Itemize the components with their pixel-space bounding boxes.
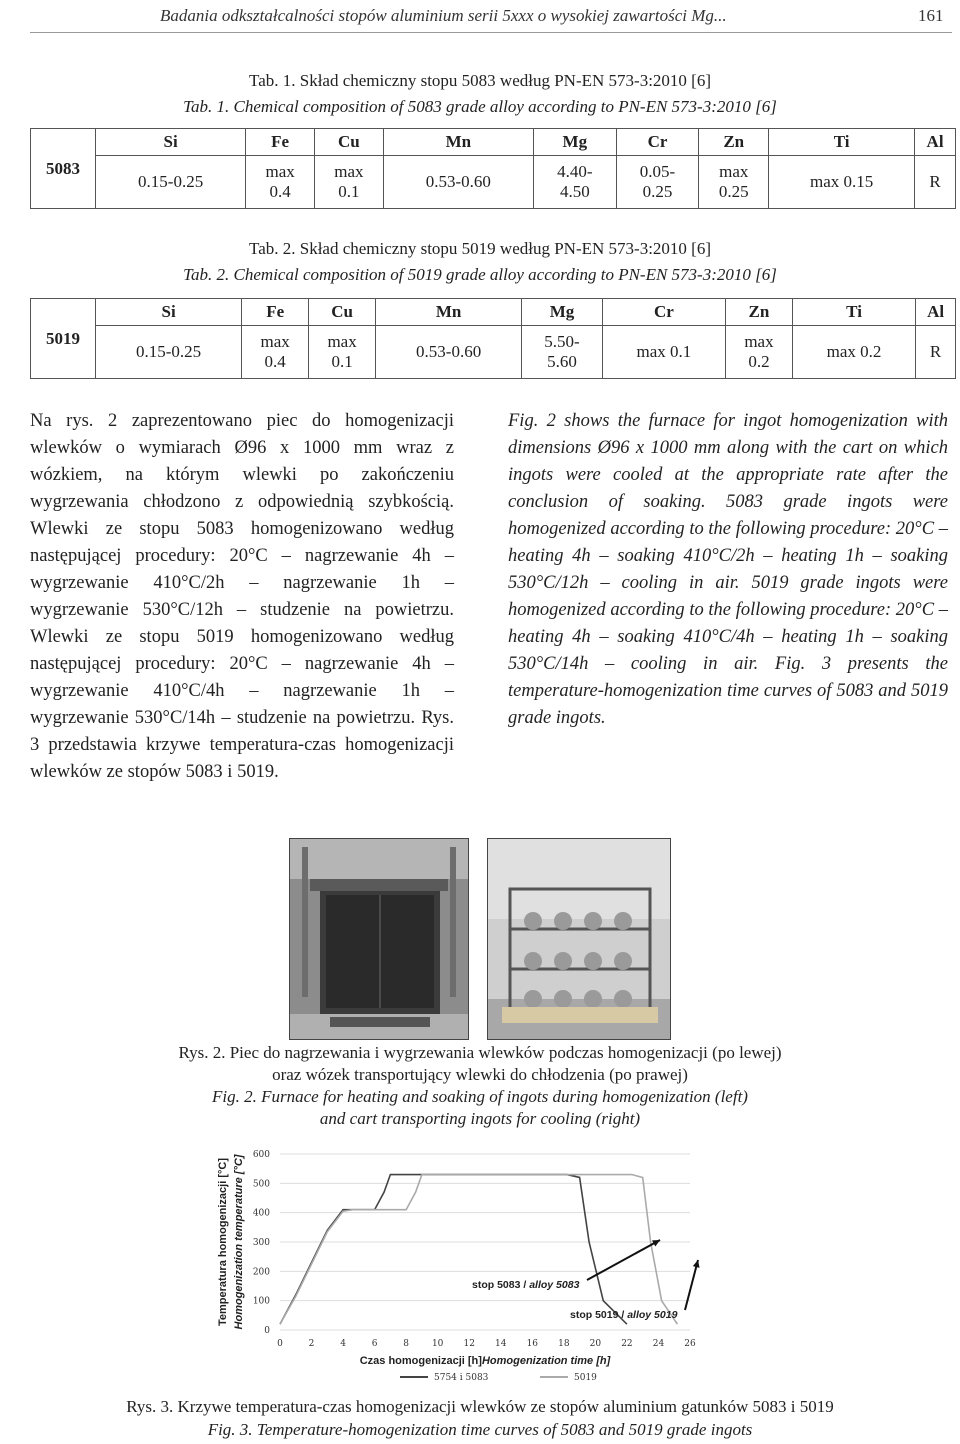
table2-value-line: max 0.2 xyxy=(826,342,882,361)
annotation-label xyxy=(570,1309,678,1321)
table2-value-line: max xyxy=(327,332,357,351)
annotation-label-pl: stop 5019 / xyxy=(570,1309,628,1321)
table2-value-line: 0.53-0.60 xyxy=(416,342,482,361)
table2-value-cell xyxy=(602,326,725,379)
table1-value-cell xyxy=(96,156,246,209)
table1-value-cell xyxy=(769,156,915,209)
x-tick-label: 6 xyxy=(371,1339,378,1349)
x-tick-label: 24 xyxy=(652,1339,665,1349)
table2-caption-en: Tab. 2. Chemical composition of 5019 grade alloy according to PN-EN 573-3:2010 [6] xyxy=(183,265,777,284)
table2-alloy-cell: 5019 xyxy=(31,299,96,379)
annotation-arrow xyxy=(685,1260,698,1310)
table1-caption-en: Tab. 1. Chemical composition of 5083 grade alloy according to PN-EN 573-3:2010 [6] xyxy=(183,97,777,116)
furnace-photo xyxy=(289,838,469,1040)
table1-value-line: 0.25 xyxy=(718,182,749,201)
header-divider xyxy=(30,32,952,33)
table2-caption-pl: Tab. 2. Skład chemiczny stopu 5019 według PN-EN 573-3:2010 [6] xyxy=(249,239,711,258)
x-tick-label: 14 xyxy=(495,1339,507,1349)
table2-value-line: 0.4 xyxy=(264,352,286,371)
y-tick-label: 600 xyxy=(252,1150,270,1160)
x-tick-label: 2 xyxy=(308,1339,315,1349)
table1-value-line: 0.15-0.25 xyxy=(138,172,204,191)
table2-value-line: max 0.1 xyxy=(636,342,692,361)
x-tick-label: 16 xyxy=(526,1339,539,1349)
table1-caption-pl: Tab. 1. Skład chemiczny stopu 5083 według PN-EN 573-3:2010 [6] xyxy=(249,71,711,90)
cart-photo xyxy=(487,838,671,1040)
table2-value-line: 0.1 xyxy=(331,352,353,371)
table2-value-cell xyxy=(522,326,602,379)
figure3-caption-en: Fig. 3. Temperature-homogenization time curves of 5083 and 5019 grade ingots xyxy=(207,1420,753,1439)
table2-value-line: 0.2 xyxy=(748,352,770,371)
table1-value-line: 4.50 xyxy=(559,182,590,201)
table2-header-cell: Zn xyxy=(726,299,793,326)
series-line-5019 xyxy=(280,1175,677,1325)
y-tick-label: 100 xyxy=(252,1296,270,1307)
table1-value-line: 0.4 xyxy=(269,182,291,201)
x-axis-label-en: Homogenization time [h] xyxy=(481,1355,611,1367)
x-tick-label: 22 xyxy=(621,1339,633,1349)
table1-value-line: R xyxy=(929,172,941,191)
y-axis-label-pl: Temperatura homogenizacji [°C] xyxy=(217,1158,229,1326)
x-axis-label xyxy=(360,1355,611,1367)
annotation-label xyxy=(472,1279,580,1291)
legend-label: 5019 xyxy=(574,1373,597,1383)
table1-header-cell: Zn xyxy=(699,129,769,156)
table2-value-line: 5.60 xyxy=(547,352,577,371)
x-tick-label: 18 xyxy=(558,1339,570,1349)
table2-value-line: R xyxy=(929,342,942,361)
table1-value-cell xyxy=(383,156,533,209)
x-tick-label: 26 xyxy=(684,1339,696,1349)
table2-header-cell: Mg xyxy=(522,299,602,326)
x-tick-label: 0 xyxy=(277,1339,283,1349)
x-tick-label: 12 xyxy=(463,1339,475,1349)
table2-value-line: max xyxy=(260,332,290,351)
table1-value-line: max xyxy=(719,162,749,181)
table1-value-line: 0.05- xyxy=(639,162,676,181)
table2-header-cell: Cu xyxy=(309,299,376,326)
table1-value-line: 0.53-0.60 xyxy=(425,172,491,191)
table1-header-cell: Mn xyxy=(383,129,533,156)
table1-value-line: max xyxy=(334,162,364,181)
table2-value-cell xyxy=(309,326,376,379)
table1-value-line: 0.1 xyxy=(338,182,360,201)
y-tick-label: 500 xyxy=(252,1179,270,1190)
y-tick-label: 0 xyxy=(264,1326,270,1336)
table2-header-cell: Mn xyxy=(376,299,522,326)
table2-value-line: 5.50- xyxy=(544,332,580,351)
annotation-arrow xyxy=(587,1240,660,1280)
page-number: 161 xyxy=(918,6,944,25)
table2-header-cell: Si xyxy=(96,299,242,326)
table1-alloy-cell: 5083 xyxy=(31,129,96,209)
table1-chemical-composition xyxy=(30,128,956,209)
x-tick-label: 4 xyxy=(340,1339,346,1349)
annotation-label-en: alloy 5019 xyxy=(627,1309,678,1321)
table1-value-line: 4.40- xyxy=(557,162,593,181)
table2-value-cell xyxy=(726,326,793,379)
table1-value-cell xyxy=(314,156,383,209)
table1-value-cell xyxy=(699,156,769,209)
annotation-label-en: alloy 5083 xyxy=(529,1279,580,1291)
figure2-caption-pl-line2: oraz wózek transportujący wlewki do chłodzenia (po prawej) xyxy=(272,1065,688,1084)
figure3-caption-pl: Rys. 3. Krzywe temperatura-czas homogenizacji wlewków ze stopów aluminium gatunków 5083 i 5019 xyxy=(126,1397,834,1416)
figure2-caption-en-line1: Fig. 2. Furnace for heating and soaking of ingots during homogenization (left) xyxy=(212,1087,748,1106)
y-axis-label-en: Homogenization temperature [°C] xyxy=(233,1154,245,1330)
table1-value-line: max xyxy=(265,162,295,181)
y-tick-label: 200 xyxy=(252,1267,270,1278)
body-text-polish: Na rys. 2 zaprezentowano piec do homogenizacji wlewków o wymiarach Ø96 x 1000 mm wraz z wózkiem, na którym wlewki po zakończeniu wygrzewania chłodzono z odpowiednią szybkością. Wlewki ze stopu 5083 homogenizowano według następującej procedury: 20°C – nagrzewanie 4h – wygrzewanie 410°C/2h – nagrzewanie 1h – wygrzewanie 530°C/12h – studzenie na powietrzu. Wlewki ze stopu 5019 homogenizowano według następującej procedury: 20°C – nagrzewanie 4h – wygrzewanie 410°C/4h – nagrzewanie 1h – wygrzewanie 530°C/14h – studzenie na powietrzu. Rys. 3 przedstawia krzywe temperatura-czas homogenizacji wlewków ze stopów 5083 i 5019. xyxy=(30,411,454,782)
y-tick-label: 400 xyxy=(252,1208,270,1219)
table1-header-cell: Si xyxy=(96,129,246,156)
x-tick-label: 20 xyxy=(589,1339,602,1349)
y-tick-label: 300 xyxy=(252,1238,270,1248)
table2-value-row xyxy=(31,326,956,379)
x-tick-label: 8 xyxy=(403,1339,410,1349)
x-tick-label: 10 xyxy=(431,1339,444,1349)
legend-label: 5754 i 5083 xyxy=(434,1373,489,1383)
table2-header-cell: Ti xyxy=(792,299,915,326)
table2-value-cell xyxy=(792,326,915,379)
x-axis-label-pl: Czas homogenizacji [h] xyxy=(359,1355,482,1367)
table1-value-cell xyxy=(246,156,315,209)
table2-value-line: max xyxy=(744,332,774,351)
table1-value-cell xyxy=(915,156,956,209)
series-line-5754-i-5083 xyxy=(280,1175,627,1325)
table2-value-cell xyxy=(242,326,309,379)
table2-header-cell: Fe xyxy=(242,299,309,326)
table2-value-line: 0.15-0.25 xyxy=(136,342,202,361)
annotation-label-pl: stop 5083 / xyxy=(472,1279,530,1291)
table1-header-cell: Al xyxy=(915,129,956,156)
table1-header-cell: Fe xyxy=(246,129,315,156)
table1-value-line: max 0.15 xyxy=(809,172,874,191)
body-text-english: Fig. 2 shows the furnace for ingot homogenization with dimensions Ø96 x 1000 mm along with the cart on which ingots were cooled at the appropriate rate after the conclusion of soaking. 5083 grade ingots were homogenized according to the following procedure: 20°C – heating 4h – soaking 410°C/2h – heating 1h – soaking 530°C/12h – cooling in air. 5019 grade ingots were homogenized according to the following procedure: 20°C – heating 4h – soaking 410°C/4h – heating 1h – soaking 530°C/14h – cooling in air. Fig. 3 presents the temperature-homogenization time curves of 5083 and 5019 grade ingots. xyxy=(508,411,948,728)
table2-value-cell xyxy=(96,326,242,379)
figure2-caption-pl-line1: Rys. 2. Piec do nagrzewania i wygrzewania wlewków podczas homogenizacji (po lewej) xyxy=(178,1043,782,1062)
table1-header-cell: Mg xyxy=(533,129,616,156)
table1-value-row xyxy=(31,156,956,209)
running-header-title: Badania odkształcalności stopów aluminium serii 5xxx o wysokiej zawartości Mg... xyxy=(160,6,727,25)
table2-value-cell xyxy=(376,326,522,379)
table2-chemical-composition xyxy=(30,298,956,379)
table1-value-cell xyxy=(616,156,699,209)
table2-header-cell: Cr xyxy=(602,299,725,326)
table1-value-cell xyxy=(533,156,616,209)
temperature-time-chart xyxy=(200,1142,720,1392)
table2-value-cell xyxy=(916,326,956,379)
table2-header-cell: Al xyxy=(916,299,956,326)
table1-value-line: 0.25 xyxy=(642,182,673,201)
figure2-caption-en-line2: and cart transporting ingots for cooling (right) xyxy=(319,1109,641,1128)
table1-header-cell: Cr xyxy=(616,129,699,156)
table1-header-cell: Ti xyxy=(769,129,915,156)
table1-header-cell: Cu xyxy=(314,129,383,156)
